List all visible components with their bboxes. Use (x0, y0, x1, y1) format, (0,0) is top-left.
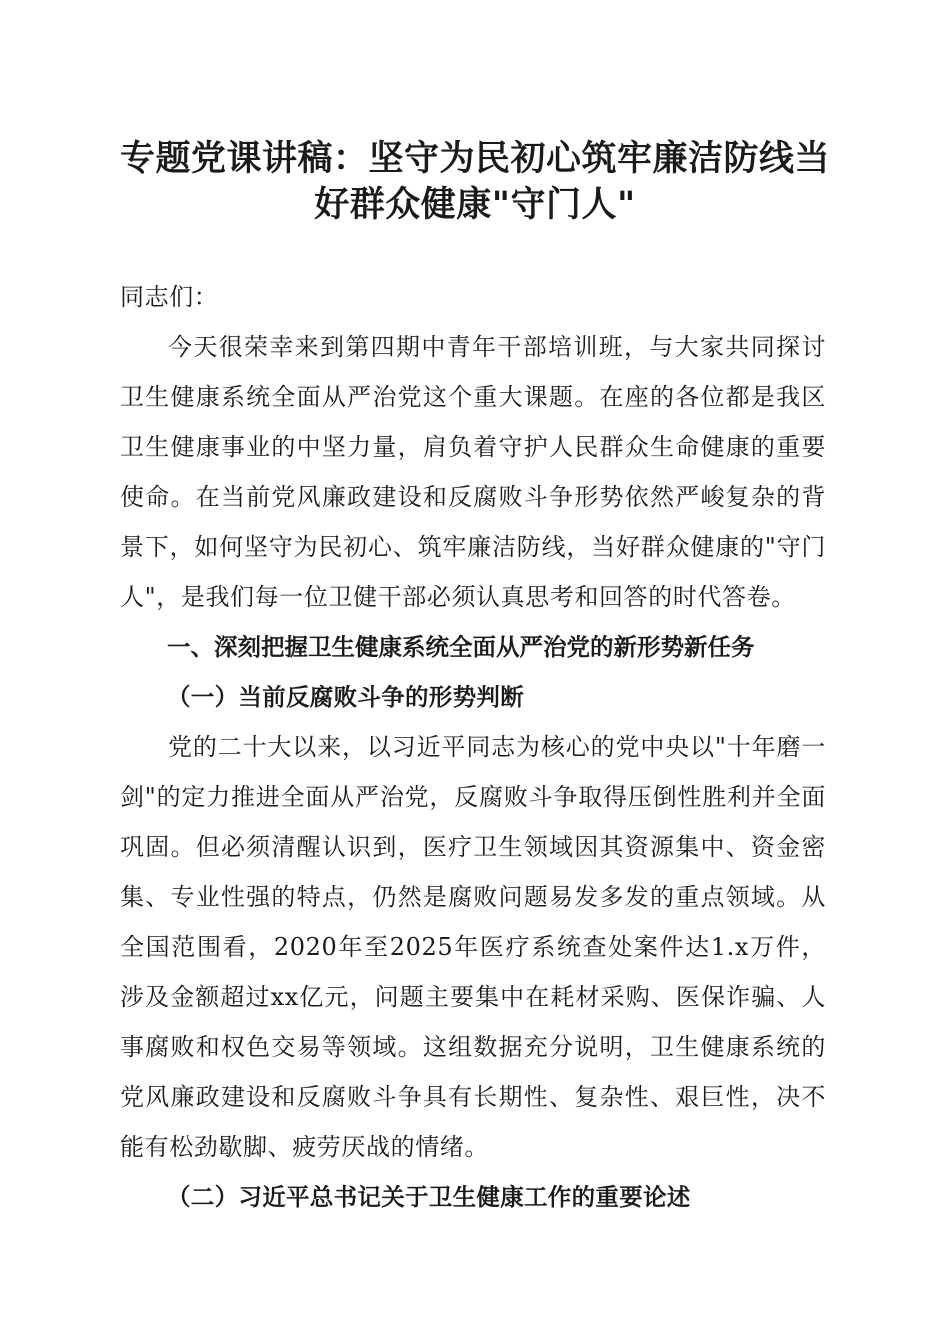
section-heading-1: 一、深刻把握卫生健康系统全面从严治党的新形势新任务 (167, 633, 755, 661)
document-body (120, 272, 826, 1222)
subsection-heading-2: （二）习近平总书记关于卫生健康工作的重要论述 (167, 1183, 691, 1211)
subsection-1-paragraph: 党的二十大以来，以习近平同志为核心的党中央以"十年磨一剑"的定力推进全面从严治党，反腐败斗争取得压倒性胜利并全面巩固。但必须清醒认识到，医疗卫生领域因其资源集中、资金密集、专业性强的特点，仍然是腐败问题易发多发的重点领域。从全国范围看，2020年至2025年医疗系统查处案件达1.x万件，涉及金额超过xx亿元，问题主要集中在耗材采购、医保诈骗、人事腐败和权色交易等领域。这组数据充分说明，卫生健康系统的党风廉政建设和反腐败斗争具有长期性、复杂性、艰巨性，决不能有松劲歇脚、疲劳厌战的情绪。 (120, 733, 826, 1161)
intro-paragraph: 今天很荣幸来到第四期中青年干部培训班，与大家共同探讨卫生健康系统全面从严治党这个重大课题。在座的各位都是我区卫生健康事业的中坚力量，肩负着守护人民群众生命健康的重要使命。在当前党风廉政建设和反腐败斗争形势依然严峻复杂的背景下，如何坚守为民初心、筑牢廉洁防线，当好群众健康的"守门人"，是我们每一位卫健干部必须认真思考和回答的时代答卷。 (120, 333, 826, 611)
document-title: 专题党课讲稿：坚守为民初心筑牢廉洁防线当好群众健康"守门人" (119, 138, 830, 225)
salutation: 同志们： (120, 283, 219, 311)
subsection-heading-1: （一）当前反腐败斗争的形势判断 (167, 683, 524, 711)
